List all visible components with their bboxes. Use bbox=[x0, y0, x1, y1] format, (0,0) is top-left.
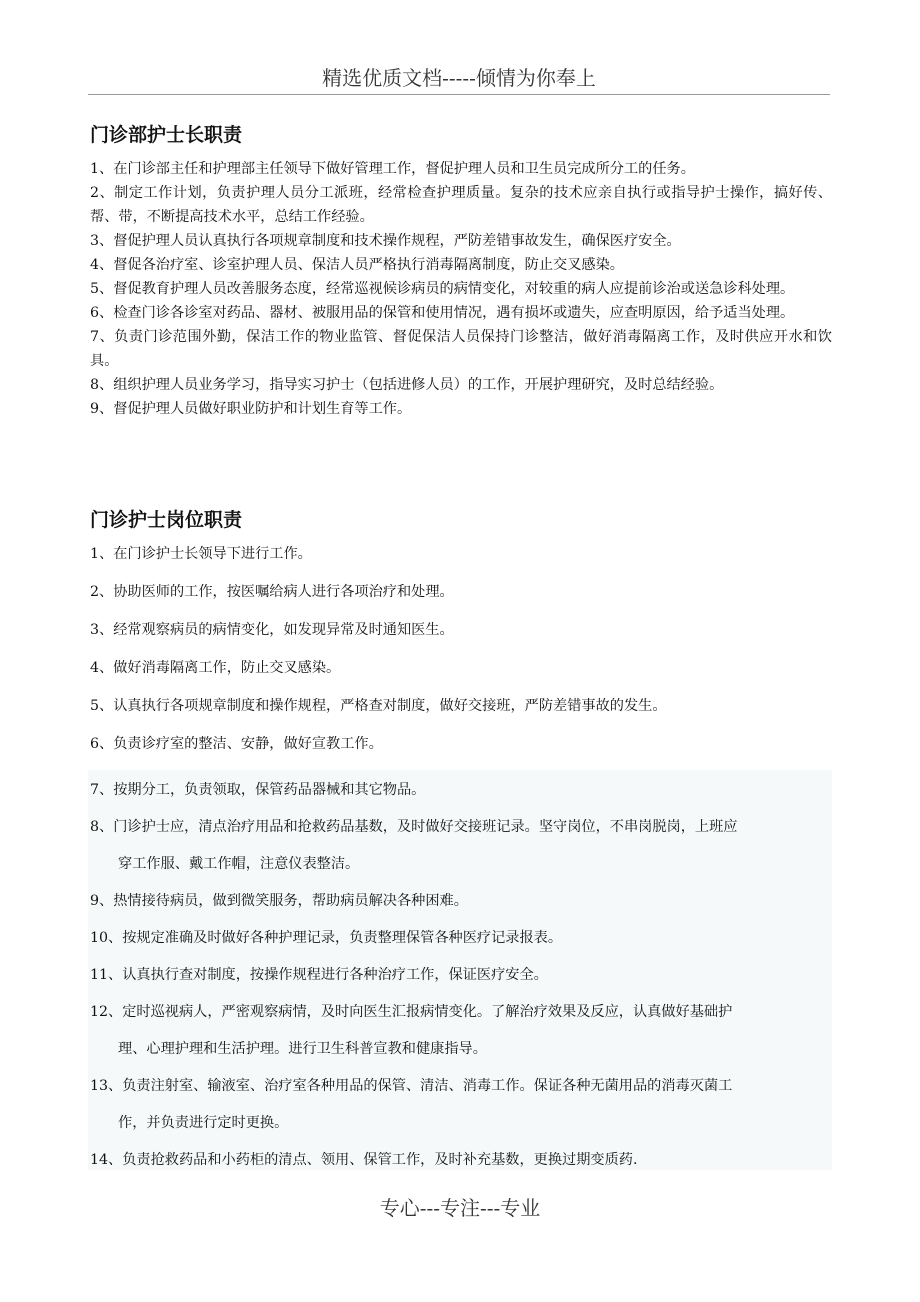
list-item-text: 12、定时巡视病人，严密观察病情，及时向医生汇报病情变化。了解治疗效果及反应，认真做好基础护 bbox=[90, 1004, 733, 1020]
list-item-text: 7、按期分工，负责领取，保管药品器械和其它物品。 bbox=[90, 782, 426, 798]
list-item-continuation: 作，并负责进行定时更换。 bbox=[118, 1115, 289, 1131]
list-item: 6、负责诊疗室的整洁、安静，做好宣教工作。 bbox=[90, 736, 383, 752]
page-header: 精选优质文档-----倾情为你奉上 bbox=[88, 62, 830, 95]
list-item: 5、督促教育护理人员改善服务态度，经常巡视候诊病员的病情变化，对较重的病人应提前诊治或送急诊科处理。 bbox=[90, 281, 795, 297]
list-item bbox=[90, 994, 832, 1068]
list-item bbox=[90, 809, 832, 883]
list-item: 2、协助医师的工作，按医嘱给病人进行各项治疗和处理。 bbox=[90, 584, 454, 600]
list-item: 2、制定工作计划，负责护理人员分工派班，经常检查护理质量。复杂的技术应亲自执行或指导护士操作，搞好传、帮、带，不断提高技术水平，总结工作经验。 bbox=[90, 185, 832, 225]
list-item: 3、经常观察病员的病情变化，如发现异常及时通知医生。 bbox=[90, 622, 454, 638]
list-item-text: 8、门诊护士应，清点治疗用品和抢救药品基数，及时做好交接班记录。坚守岗位，不串岗脱岗，上班应 bbox=[90, 819, 738, 835]
list-item: 5、认真执行各项规章制度和操作规程，严格查对制度，做好交接班，严防差错事故的发生。 bbox=[90, 698, 667, 714]
list-item: 1、在门诊部主任和护理部主任领导下做好管理工作，督促护理人员和卫生员完成所分工的任务。 bbox=[90, 161, 695, 177]
list-item: 7、负责门诊范围外勤，保洁工作的物业监管、督促保洁人员保持门诊整洁，做好消毒隔离工作，及时供应开水和饮具。 bbox=[90, 329, 832, 369]
list-item-text: 9、热情接待病员，做到微笑服务，帮助病员解决各种困难。 bbox=[90, 893, 468, 909]
section-title: 门诊护士岗位职责 bbox=[90, 509, 243, 531]
list-item bbox=[90, 772, 832, 809]
shaded-list-block bbox=[88, 770, 832, 1170]
list-item-text: 14、负责抢救药品和小药柜的清点、领用、保管工作，及时补充基数，更换过期变质药. bbox=[90, 1152, 638, 1168]
list-item: 4、督促各治疗室、诊室护理人员、保洁人员严格执行消毒隔离制度，防止交叉感染。 bbox=[90, 257, 624, 273]
list-item bbox=[90, 883, 832, 920]
page-footer: 专心---专注---专业 bbox=[379, 1196, 541, 1220]
list-item: 8、组织护理人员业务学习，指导实习护士（包括进修人员）的工作，开展护理研究，及时总结经验。 bbox=[90, 377, 724, 393]
list-item bbox=[90, 1142, 832, 1179]
section-title: 门诊部护士长职责 bbox=[90, 124, 243, 146]
clinic-nurse-duties-section bbox=[90, 507, 832, 770]
list-item: 1、在门诊护士长领导下进行工作。 bbox=[90, 546, 312, 562]
list-item: 6、检查门诊各诊室对药品、器材、被服用品的保管和使用情况，遇有损坏或遗失，应查明原因，给予适当处理。 bbox=[90, 305, 795, 321]
list-item-continuation: 穿工作服、戴工作帽，注意仪表整洁。 bbox=[118, 856, 360, 872]
list-item: 4、做好消毒隔离工作，防止交叉感染。 bbox=[90, 660, 341, 676]
list-item: 3、督促护理人员认真执行各项规章制度和技术操作规程，严防差错事故发生，确保医疗安全。 bbox=[90, 233, 681, 249]
list-item bbox=[90, 920, 832, 957]
list-item-text: 13、负责注射室、输液室、治疗室各种用品的保管、清洁、消毒工作。保证各种无菌用品的消毒灭菌工 bbox=[90, 1078, 733, 1094]
list-item-text: 10、按规定准确及时做好各种护理记录，负责整理保管各种医疗记录报表。 bbox=[90, 930, 563, 946]
list-item bbox=[90, 957, 832, 994]
head-nurse-duties-section bbox=[90, 122, 832, 421]
list-item-continuation: 理、心理护理和生活护理。进行卫生科普宣教和健康指导。 bbox=[118, 1041, 487, 1057]
list-item bbox=[90, 1068, 832, 1142]
list-item: 9、督促护理人员做好职业防护和计划生育等工作。 bbox=[90, 401, 412, 417]
list-item-text: 11、认真执行查对制度，按操作规程进行各种治疗工作，保证医疗安全。 bbox=[90, 967, 548, 983]
